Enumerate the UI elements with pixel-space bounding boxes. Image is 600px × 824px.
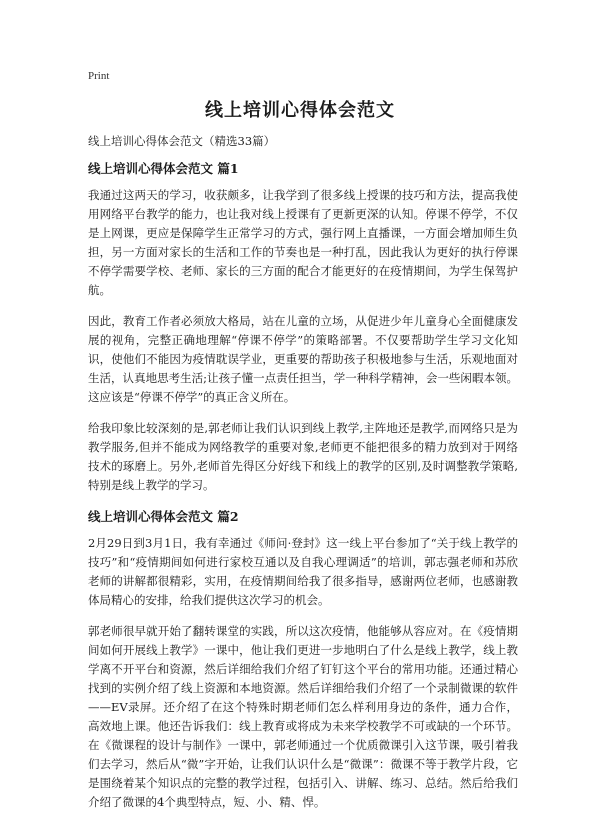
document-subtitle: 线上培训心得体会范文（精选33篇）	[88, 134, 276, 148]
paragraph: 郭老师很早就开始了翻转课堂的实践，所以这次疫情，他能够从容应对。在《疫情期间如何开展线上教学》一课中，他让我们更进一步地明白了什么是线上教学，线上教学离不开平台和资源，然后详细给我们介绍了钉钉这个平台的常用功能。还通过精心找到的实例介绍了线上资源和本地资源。然后详细给我们介绍了一个录制微课的软件——EV录屏。还介绍了在这个特殊时期老师们怎么样利用身边的条件，通力合作，高效地上课。他还告诉我们：线上教育或将成为未来学校教学不可或缺的一个环节。在《微课程的设计与制作》一课中，郭老师通过一个优质微课引入这节课，吸引着我们去学习，然后从“微”字开始，让我们认识什么是“微课”：微课不等于教学片段，它是围绕着某个知识点的完整的教学过程，包括引入、讲解、练习、总结。然后给我们介绍了微课的4个典型特点，短、小、精、悍。	[88, 624, 518, 809]
paragraph: 我通过这两天的学习，收获颇多，让我学到了很多线上授课的技巧和方法，提高我使用网络平台教学的能力，也让我对线上授课有了更新更深的认知。停课不停学，不仅是上网课，更应是保障学生正常学习的方式，强行网上直播课，一方面会增加师生负担，另一方面对家长的生活和工作的节奏也是一种打乱，因此我认为更好的执行停课不停学需要学校、老师、家长的三方面的配合才能更好的在疫情期间，为学生保驾护航。	[88, 188, 518, 297]
section-heading: 线上培训心得体会范文 篇1	[88, 161, 239, 176]
document-title: 线上培训心得体会范文	[205, 100, 395, 121]
paragraph: 因此，教育工作者必须放大格局，站在儿童的立场，从促进少年儿童身心全面健康发展的视角，完整正确地理解“停课不停学”的策略部署。不仅要帮助学生学习文化知识，使他们不能因为疫情耽误学业，更重要的帮助孩子积极地参与生活，乐观地面对生活，认真地思考生活;让孩子懂一点责任担当，学一种科学精神，会一些闲暇本领。这应该是“停课不停学”的真正含义所在。	[88, 314, 518, 404]
section-heading: 线上培训心得体会范文 篇2	[88, 509, 239, 524]
section-2	[88, 507, 518, 812]
paragraph: 给我印象比较深刻的是,郭老师让我们认识到线上教学,主阵地还是教学,而网络只是为教学服务,但并不能成为网络教学的重要对象,老师更不能把很多的精力放到对于网络技术的琢磨上。另外,老师首先得区分好线下和线上的教学的区别,及时调整教学策略,特别是线上教学的学习。	[88, 421, 518, 492]
paragraph: 2月29日到3月1日，我有幸通过《师问·登封》这一线上平台参加了“关于线上教学的技巧”和“疫情期间如何进行家校互通以及自我心理调适”的培训，郭志强老师和苏欣老师的讲解都很精彩，实用，在疫情期间给我了很多指导，感谢两位老师，也感谢教体局精心的安排，给我们提供这次学习的机会。	[88, 536, 518, 607]
section-1	[88, 159, 518, 495]
print-label: Print	[88, 70, 110, 82]
document-body	[88, 132, 518, 824]
